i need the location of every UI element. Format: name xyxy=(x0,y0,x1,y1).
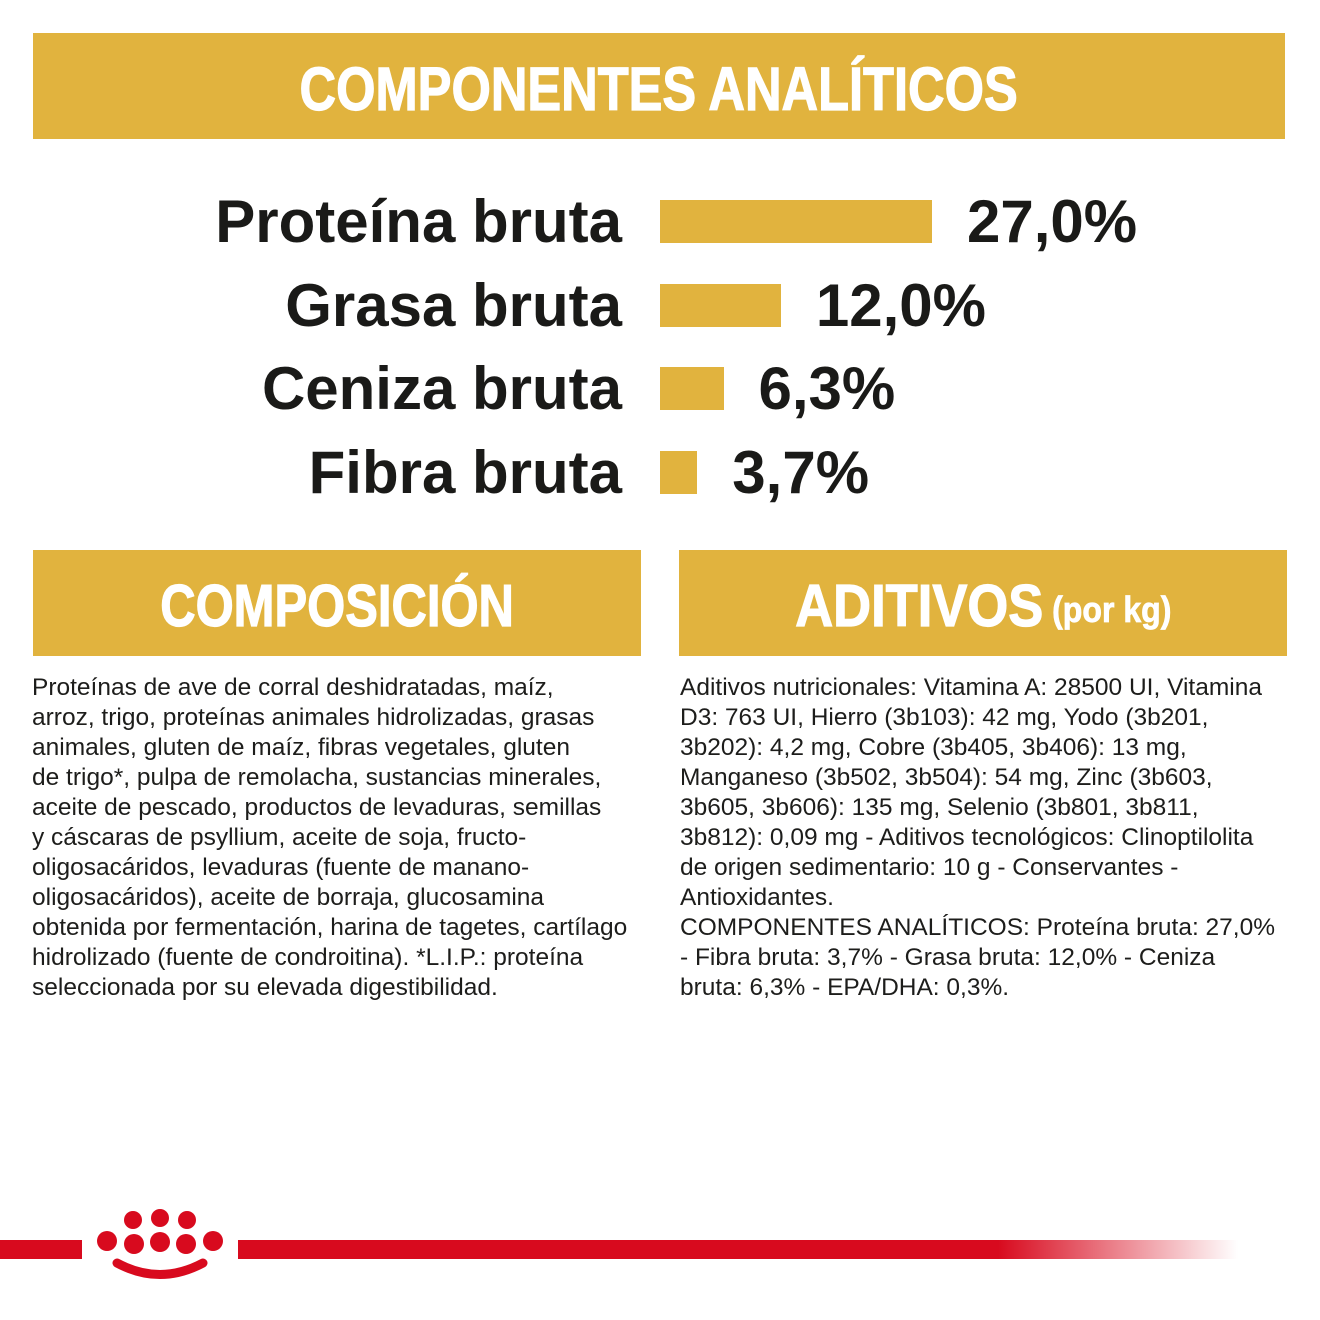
bar-track-fat xyxy=(660,272,987,339)
composition-header xyxy=(33,550,641,656)
additives-title-note: (por kg) xyxy=(1051,588,1172,630)
bar-label-ash: Ceniza bruta xyxy=(261,355,622,422)
additives-line: 3b202): 4,2 mg, Cobre (3b405, 3b406): 13 mg, xyxy=(680,734,1187,761)
bar-track-fibre xyxy=(660,439,870,506)
additives-line: 3b812): 0,09 mg - Aditivos tecnológicos: Clinoptilolita xyxy=(680,824,1254,851)
crown-dot xyxy=(178,1211,196,1229)
crown-dot xyxy=(203,1231,223,1251)
crown-dot xyxy=(97,1231,117,1251)
crown-dot xyxy=(176,1234,196,1254)
additives-line: Antioxidantes. xyxy=(680,884,834,911)
brand-stripe-right xyxy=(238,1240,1238,1259)
bar-value-fibre: 3,7% xyxy=(732,439,870,506)
crown-dot xyxy=(124,1234,144,1254)
bar-label-protein: Proteína bruta xyxy=(215,188,622,255)
royal-canin-crown-icon xyxy=(90,1208,232,1282)
crown-dot xyxy=(124,1211,142,1229)
bar-label-fat: Grasa bruta xyxy=(285,272,622,339)
additives-line: bruta: 6,3% - EPA/DHA: 0,3%. xyxy=(680,974,1010,1001)
composition-line: obtenida por fermentación, harina de tagetes, cartílago xyxy=(32,914,628,941)
bar-ash xyxy=(660,367,724,410)
composition-line: seleccionada por su elevada digestibilidad. xyxy=(32,974,498,1001)
analytical-components-chart xyxy=(0,0,1320,540)
crown-base-arc xyxy=(117,1263,203,1275)
chart-row-ash xyxy=(0,355,1320,422)
bar-fat xyxy=(660,284,781,327)
bar-value-ash: 6,3% xyxy=(758,355,896,422)
additives-line: de origen sedimentario: 10 g - Conservantes - xyxy=(680,854,1179,881)
bar-track-ash xyxy=(660,355,896,422)
additives-header xyxy=(679,550,1287,656)
analytical-components-title: COMPONENTES ANALÍTICOS xyxy=(299,54,1019,123)
crown-dot xyxy=(151,1209,169,1227)
additives-line: - Fibra bruta: 3,7% - Grasa bruta: 12,0% - Ceniza xyxy=(680,944,1216,971)
composition-line: animales, gluten de maíz, fibras vegetales, gluten xyxy=(32,734,570,761)
bar-fibre xyxy=(660,451,697,494)
chart-row-fat xyxy=(0,272,1320,339)
additives-title: ADITIVOS xyxy=(794,572,1043,639)
composition-title: COMPOSICIÓN xyxy=(160,572,514,639)
bar-label-fibre: Fibra bruta xyxy=(308,439,622,506)
crown-dots xyxy=(97,1209,223,1254)
composition-line: oligosacáridos, levaduras (fuente de manano- xyxy=(32,854,530,881)
additives-title-group xyxy=(794,572,1172,639)
composition-line: hidrolizado (fuente de condroitina). *L.I.P.: proteína xyxy=(32,944,584,971)
additives-line: COMPONENTES ANALÍTICOS: Proteína bruta: 27,0% xyxy=(680,914,1276,941)
bar-value-protein: 27,0% xyxy=(967,188,1138,255)
additives-line: 3b605, 3b606): 135 mg, Selenio (3b801, 3b811, xyxy=(680,794,1199,821)
composition-line: de trigo*, pulpa de remolacha, sustancias minerales, xyxy=(32,764,602,791)
crown-dot xyxy=(150,1232,170,1252)
additives-line: D3: 763 UI, Hierro (3b103): 42 mg, Yodo (3b201, xyxy=(680,704,1209,731)
bar-track-protein xyxy=(660,188,1138,255)
composition-text xyxy=(32,673,641,1003)
composition-line: y cáscaras de psyllium, aceite de soja, fructo- xyxy=(32,824,527,851)
chart-row-fibre xyxy=(0,439,1320,506)
composition-line: arroz, trigo, proteínas animales hidrolizadas, grasas xyxy=(32,704,595,731)
brand-stripe-left xyxy=(0,1240,82,1259)
additives-line: Manganeso (3b502, 3b504): 54 mg, Zinc (3b603, xyxy=(680,764,1213,791)
chart-row-protein xyxy=(0,188,1320,255)
composition-line: oligosacáridos), aceite de borraja, glucosamina xyxy=(32,884,545,911)
composition-line: Proteínas de ave de corral deshidratadas, maíz, xyxy=(32,674,554,701)
bar-protein xyxy=(660,200,932,243)
composition-line: aceite de pescado, productos de levaduras, semillas xyxy=(32,794,602,821)
bar-value-fat: 12,0% xyxy=(815,272,987,339)
additives-line: Aditivos nutricionales: Vitamina A: 28500 UI, Vitamina xyxy=(680,674,1262,701)
additives-text xyxy=(680,673,1287,1003)
